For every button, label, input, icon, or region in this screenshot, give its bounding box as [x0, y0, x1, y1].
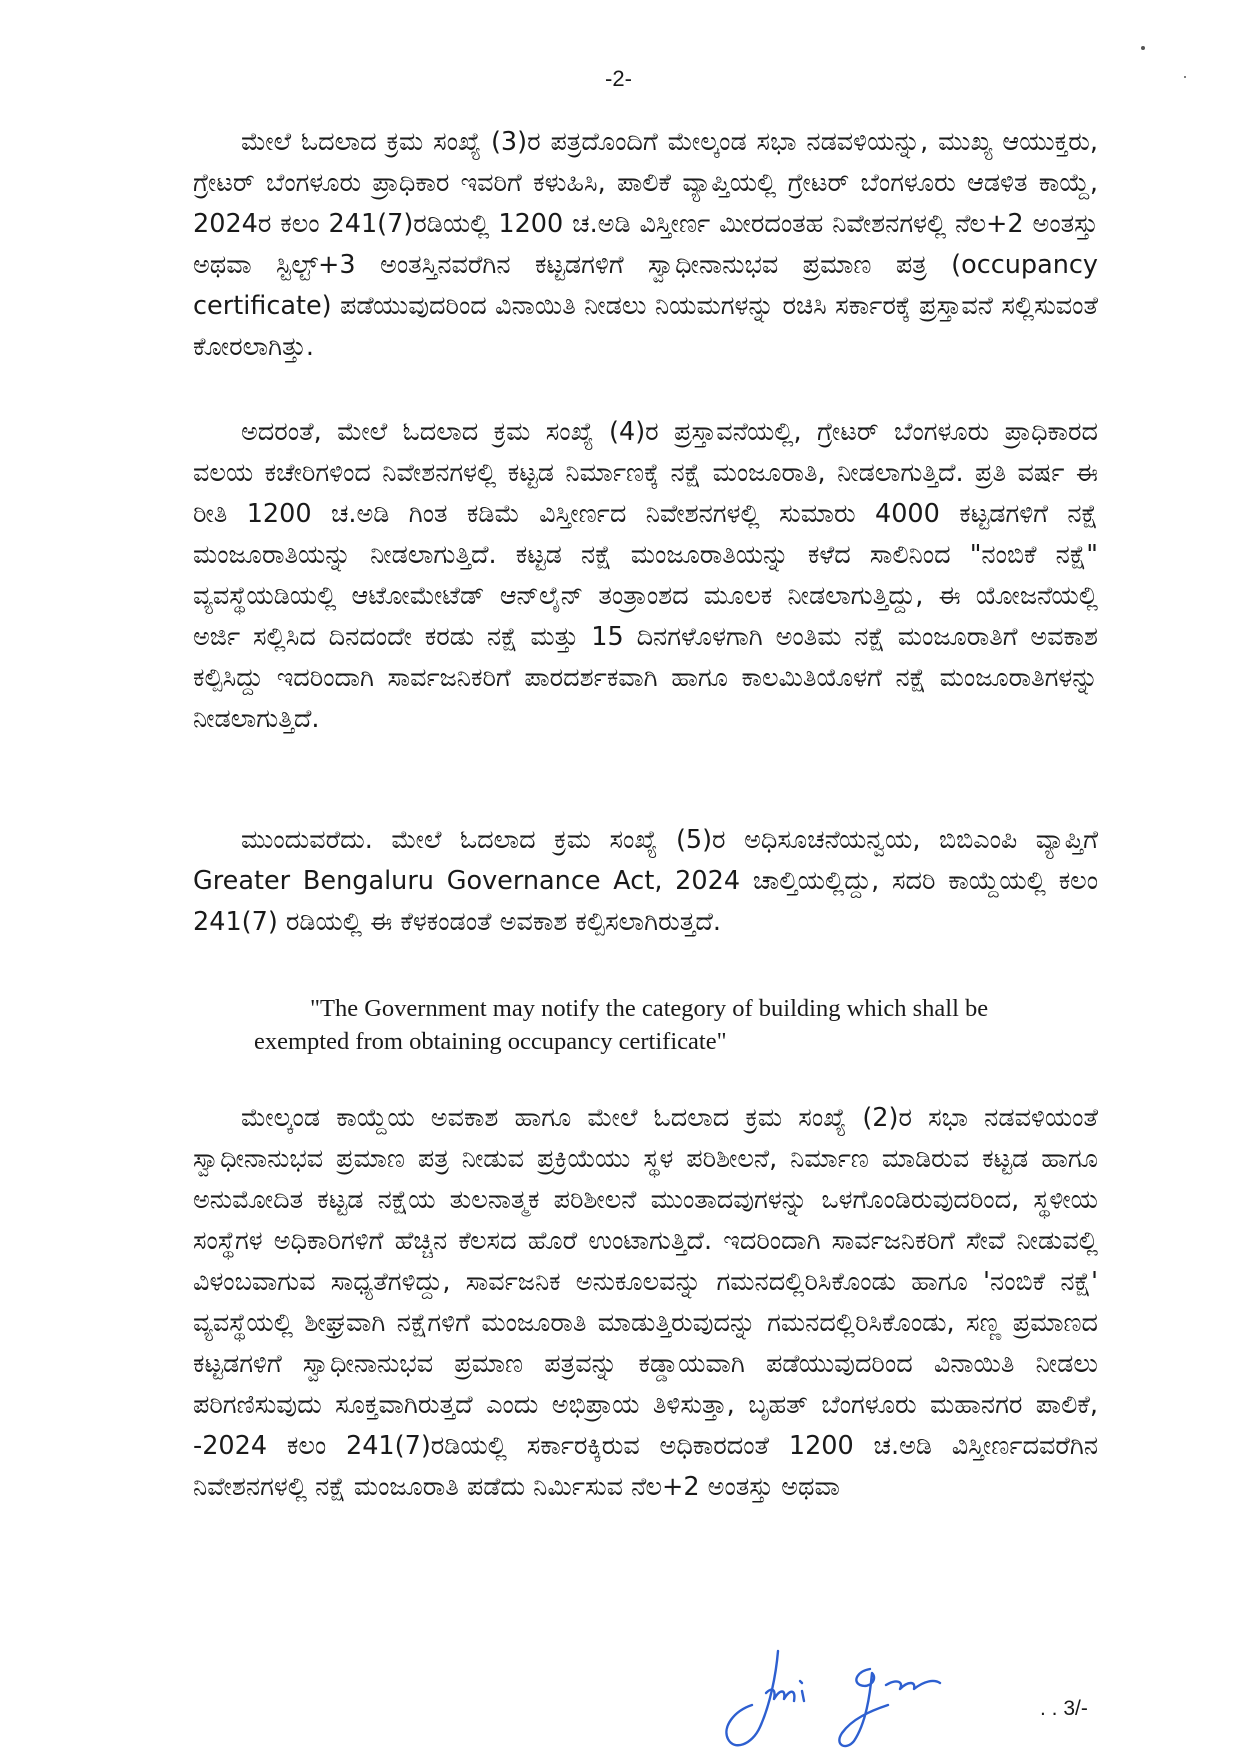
- scan-speck: [1141, 46, 1145, 50]
- handwritten-signature: [720, 1645, 980, 1755]
- page-number: -2-: [605, 66, 632, 91]
- continuation-marker: . . 3/-: [1040, 1697, 1088, 1720]
- paragraph-governance-act: ಮುಂದುವರೆದು. ಮೇಲೆ ಓದಲಾದ ಕ್ರಮ ಸಂಖ್ಯೆ (5)ರ ಅಧಿಸೂಚನೆಯನ್ವಯ, ಬಿಬಿಎಂಪಿ ವ್ಯಾಪ್ತಿಗೆ Greater Bengaluru Governance Act, 2024 ಚಾಲ್ತಿಯಲ್ಲಿದ್ದು, ಸದರಿ ಕಾಯ್ದೆಯಲ್ಲಿ ಕಲಂ 241(7) ರಡಿಯಲ್ಲಿ ಈ ಕೆಳಕಂಡಂತೆ ಅವಕಾಶ ಕಲ್ಪಿಸಲಾಗಿರುತ್ತದೆ.: [193, 825, 1098, 937]
- act-quotation: "The Government may notify the category of building which shall be exempted from obtaining occupancy certificate": [254, 995, 989, 1055]
- paragraph-exemption-opinion: ಮೇಲ್ಕಂಡ ಕಾಯ್ದೆಯ ಅವಕಾಶ ಹಾಗೂ ಮೇಲೆ ಓದಲಾದ ಕ್ರಮ ಸಂಖ್ಯೆ (2)ರ ಸಭಾ ನಡವಳಿಯಂತೆ ಸ್ವಾಧೀನಾನುಭವ ಪ್ರಮಾಣ ಪತ್ರ ನೀಡುವ ಪ್ರಕ್ರಿಯೆಯು ಸ್ಥಳ ಪರಿಶೀಲನೆ, ನಿರ್ಮಾಣ ಮಾಡಿರುವ ಕಟ್ಟಡ ಹಾಗೂ ಅನುಮೋದಿತ ಕಟ್ಟಡ ನಕ್ಷೆಯ ತುಲನಾತ್ಮಕ ಪರಿಶೀಲನೆ ಮುಂತಾದವುಗಳನ್ನು ಒಳಗೊಂಡಿರುವುದರಿಂದ, ಸ್ಥಳೀಯ ಸಂಸ್ಥೆಗಳ ಅಧಿಕಾರಿಗಳಿಗೆ ಹೆಚ್ಚಿನ ಕೆಲಸದ ಹೊರೆ ಉಂಟಾಗುತ್ತಿದೆ. ಇದರಿಂದಾಗಿ ಸಾರ್ವಜನಿಕರಿಗೆ ಸೇವೆ ನೀಡುವಲ್ಲಿ ವಿಳಂಬವಾಗುವ ಸಾಧ್ಯತೆಗಳಿದ್ದು, ಸಾರ್ವಜನಿಕ ಅನುಕೂಲವನ್ನು ಗಮನದಲ್ಲಿರಿಸಿಕೊಂಡು ಹಾಗೂ 'ನಂಬಿಕೆ ನಕ್ಷೆ' ವ್ಯವಸ್ಥೆಯಲ್ಲಿ ಶೀಘ್ರವಾಗಿ ನಕ್ಷೆಗಳಿಗೆ ಮಂಜೂರಾತಿ ಮಾಡುತ್ತಿರುವುದನ್ನು ಗಮನದಲ್ಲಿರಿಸಿಕೊಂಡು, ಸಣ್ಣ ಪ್ರಮಾಣದ ಕಟ್ಟಡಗಳಿಗೆ ಸ್ವಾಧೀನಾನುಭವ ಪ್ರಮಾಣ ಪತ್ರವನ್ನು ಕಡ್ಡಾಯವಾಗಿ ಪಡೆಯುವುದರಿಂದ ವಿನಾಯಿತಿ ನೀಡಲು ಪರಿಗಣಿಸುವುದು ಸೂಕ್ತವಾಗಿರುತ್ತದೆ ಎಂದು ಅಭಿಪ್ರಾಯ ತಿಳಿಸುತ್ತಾ, ಬೃಹತ್ ಬೆಂಗಳೂರು ಮಹಾನಗರ ಪಾಲಿಕೆ, -2024 ಕಲಂ 241(7)ರಡಿಯಲ್ಲಿ ಸರ್ಕಾರಕ್ಕಿರುವ ಅಧಿಕಾರದಂತೆ 1200 ಚ.ಅಡಿ ವಿಸ್ತೀರ್ಣದವರೆಗಿನ ನಿವೇಶನಗಳಲ್ಲಿ ನಕ್ಷೆ ಮಂಜೂರಾತಿ ಪಡೆದು ನಿರ್ಮಿಸುವ ನೆಲ+2 ಅಂತಸ್ತು ಅಥವಾ: [193, 1103, 1098, 1502]
- paragraph-nambike-nakshe: ಅದರಂತೆ, ಮೇಲೆ ಓದಲಾದ ಕ್ರಮ ಸಂಖ್ಯೆ (4)ರ ಪ್ರಸ್ತಾವನೆಯಲ್ಲಿ, ಗ್ರೇಟರ್ ಬೆಂಗಳೂರು ಪ್ರಾಧಿಕಾರದ ವಲಯ ಕಚೇರಿಗಳಿಂದ ನಿವೇಶನಗಳಲ್ಲಿ ಕಟ್ಟಡ ನಿರ್ಮಾಣಕ್ಕೆ ನಕ್ಷೆ ಮಂಜೂರಾತಿ, ನೀಡಲಾಗುತ್ತಿದೆ. ಪ್ರತಿ ವರ್ಷ ಈ ರೀತಿ 1200 ಚ.ಅಡಿ ಗಿಂತ ಕಡಿಮೆ ವಿಸ್ತೀರ್ಣದ ನಿವೇಶನಗಳಲ್ಲಿ ಸುಮಾರು 4000 ಕಟ್ಟಡಗಳಿಗೆ ನಕ್ಷೆ ಮಂಜೂರಾತಿಯನ್ನು ನೀಡಲಾಗುತ್ತಿದೆ. ಕಟ್ಟಡ ನಕ್ಷೆ ಮಂಜೂರಾತಿಯನ್ನು ಕಳೆದ ಸಾಲಿನಿಂದ "ನಂಬಿಕೆ ನಕ್ಷೆ" ವ್ಯವಸ್ಥೆಯಡಿಯಲ್ಲಿ ಆಟೋಮೇಟೆಡ್ ಆನ್‌ಲೈನ್ ತಂತ್ರಾಂಶದ ಮೂಲಕ ನೀಡಲಾಗುತ್ತಿದ್ದು, ಈ ಯೋಜನೆಯಲ್ಲಿ ಅರ್ಜಿ ಸಲ್ಲಿಸಿದ ದಿನದಂದೇ ಕರಡು ನಕ್ಷೆ ಮತ್ತು 15 ದಿನಗಳೊಳಗಾಗಿ ಅಂತಿಮ ನಕ್ಷೆ ಮಂಜೂರಾತಿಗೆ ಅವಕಾಶ ಕಲ್ಪಿಸಿದ್ದು ಇದರಿಂದಾಗಿ ಸಾರ್ವಜನಿಕರಿಗೆ ಪಾರದರ್ಶಕವಾಗಿ ಹಾಗೂ ಕಾಲಮಿತಿಯೊಳಗೆ ನಕ್ಷೆ ಮಂಜೂರಾತಿಗಳನ್ನು ನೀಡಲಾಗುತ್ತಿದೆ.: [193, 417, 1098, 734]
- scan-speck: [1184, 76, 1186, 78]
- paragraph-proposal-request: ಮೇಲೆ ಓದಲಾದ ಕ್ರಮ ಸಂಖ್ಯೆ (3)ರ ಪತ್ರದೊಂದಿಗೆ ಮೇಲ್ಕಂಡ ಸಭಾ ನಡವಳಿಯನ್ನು, ಮುಖ್ಯ ಆಯುಕ್ತರು, ಗ್ರೇಟರ್ ಬೆಂಗಳೂರು ಪ್ರಾಧಿಕಾರ ಇವರಿಗೆ ಕಳುಹಿಸಿ, ಪಾಲಿಕೆ ವ್ಯಾಪ್ತಿಯಲ್ಲಿ ಗ್ರೇಟರ್ ಬೆಂಗಳೂರು ಆಡಳಿತ ಕಾಯ್ದೆ, 2024ರ ಕಲಂ 241(7)ರಡಿಯಲ್ಲಿ 1200 ಚ.ಅಡಿ ವಿಸ್ತೀರ್ಣ ಮೀರದಂತಹ ನಿವೇಶನಗಳಲ್ಲಿ ನೆಲ+2 ಅಂತಸ್ತು ಅಥವಾ ಸ್ಟಿಲ್ಟ್+3 ಅಂತಸ್ತಿನವರೆಗಿನ ಕಟ್ಟಡಗಳಿಗೆ ಸ್ವಾಧೀನಾನುಭವ ಪ್ರಮಾಣ ಪತ್ರ (occupancy certificate) ಪಡೆಯುವುದರಿಂದ ವಿನಾಯಿತಿ ನೀಡಲು ನಿಯಮಗಳನ್ನು ರಚಿಸಿ ಸರ್ಕಾರಕ್ಕೆ ಪ್ರಸ್ತಾವನೆ ಸಲ್ಲಿಸುವಂತೆ ಕೋರಲಾಗಿತ್ತು.: [193, 127, 1098, 362]
